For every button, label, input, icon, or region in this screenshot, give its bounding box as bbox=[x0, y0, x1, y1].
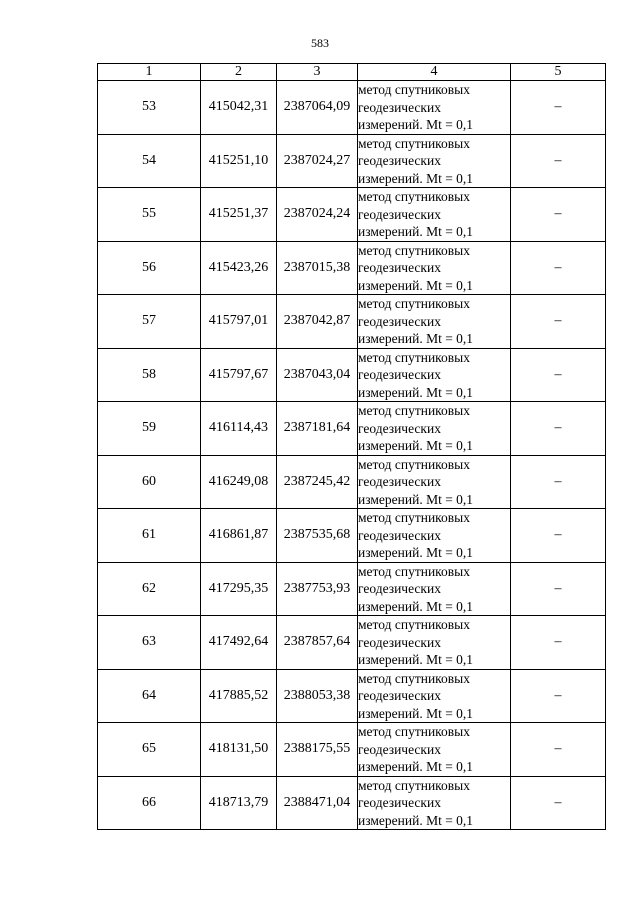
table-row bbox=[98, 455, 606, 509]
method-line: геодезических bbox=[358, 741, 441, 757]
y-coordinate-cell: 2387245,42 bbox=[277, 455, 358, 509]
x-coordinate-cell: 416249,08 bbox=[201, 455, 277, 509]
point-number-cell: 58 bbox=[98, 348, 201, 402]
method-line: метод спутниковых bbox=[358, 242, 470, 258]
x-coordinate-cell: 416114,43 bbox=[201, 402, 277, 456]
table-row bbox=[98, 295, 606, 349]
y-coordinate-cell: 2387042,87 bbox=[277, 295, 358, 349]
method-line: метод спутниковых bbox=[358, 349, 470, 365]
method-line: метод спутниковых bbox=[358, 724, 470, 739]
y-coordinate-cell: 2388053,38 bbox=[277, 669, 358, 723]
method-line: геодезических bbox=[358, 688, 441, 703]
table-row bbox=[98, 134, 606, 188]
method-line: геодезических bbox=[358, 474, 441, 489]
note-cell: – bbox=[511, 402, 606, 456]
method-line: геодезических bbox=[358, 153, 441, 168]
table-row bbox=[98, 348, 606, 402]
method-line: измерений. Mt = 0,1 bbox=[358, 384, 474, 400]
x-coordinate-cell: 415423,26 bbox=[201, 241, 277, 295]
x-coordinate-cell: 415797,67 bbox=[201, 348, 277, 402]
method-line: метод спутниковых bbox=[358, 456, 470, 472]
method-line: метод спутниковых bbox=[358, 403, 470, 418]
method-cell bbox=[358, 455, 511, 509]
method-line: метод спутниковых bbox=[358, 563, 470, 579]
table-row bbox=[98, 616, 606, 670]
note-cell: – bbox=[511, 616, 606, 670]
method-cell bbox=[358, 776, 511, 830]
method-line: геодезических bbox=[358, 367, 441, 382]
method-line: измерений. Mt = 0,1 bbox=[358, 812, 474, 828]
table-row bbox=[98, 241, 606, 295]
note-cell: – bbox=[511, 134, 606, 188]
method-cell bbox=[358, 134, 511, 188]
note-cell: – bbox=[511, 295, 606, 349]
method-line: метод спутниковых bbox=[358, 82, 470, 97]
method-line: измерений. Mt = 0,1 bbox=[358, 759, 474, 774]
method-line: измерений. Mt = 0,1 bbox=[358, 331, 474, 346]
note-cell: – bbox=[511, 241, 606, 295]
table-row bbox=[98, 776, 606, 830]
method-line: геодезических bbox=[358, 581, 441, 596]
method-line: измерений. Mt = 0,1 bbox=[358, 705, 474, 721]
method-cell bbox=[358, 295, 511, 349]
y-coordinate-cell: 2387181,64 bbox=[277, 402, 358, 456]
method-line: метод спутниковых bbox=[358, 135, 470, 151]
point-number-cell: 54 bbox=[98, 134, 201, 188]
y-coordinate-cell: 2387024,27 bbox=[277, 134, 358, 188]
note-cell: – bbox=[511, 562, 606, 616]
y-coordinate-cell: 2388175,55 bbox=[277, 723, 358, 777]
method-cell bbox=[358, 723, 511, 777]
table-row bbox=[98, 81, 606, 135]
y-coordinate-cell: 2387857,64 bbox=[277, 616, 358, 670]
method-line: измерений. Mt = 0,1 bbox=[358, 117, 474, 132]
method-line: метод спутниковых bbox=[358, 777, 470, 793]
point-number-cell: 66 bbox=[98, 776, 201, 830]
point-number-cell: 64 bbox=[98, 669, 201, 723]
point-number-cell: 60 bbox=[98, 455, 201, 509]
method-cell bbox=[358, 669, 511, 723]
point-number-cell: 56 bbox=[98, 241, 201, 295]
x-coordinate-cell: 415042,31 bbox=[201, 81, 277, 135]
x-coordinate-cell: 418713,79 bbox=[201, 776, 277, 830]
header-col-2: 2 bbox=[201, 64, 277, 81]
note-cell: – bbox=[511, 776, 606, 830]
x-coordinate-cell: 415251,10 bbox=[201, 134, 277, 188]
x-coordinate-cell: 417492,64 bbox=[201, 616, 277, 670]
header-col-3: 3 bbox=[277, 64, 358, 81]
header-row bbox=[98, 64, 606, 81]
note-cell: – bbox=[511, 723, 606, 777]
note-cell: – bbox=[511, 509, 606, 563]
method-line: измерений. Mt = 0,1 bbox=[358, 277, 474, 293]
method-cell bbox=[358, 562, 511, 616]
header-col-5: 5 bbox=[511, 64, 606, 81]
method-line: геодезических bbox=[358, 634, 441, 650]
note-cell: – bbox=[511, 188, 606, 242]
method-line: метод спутниковых bbox=[358, 189, 470, 204]
y-coordinate-cell: 2387753,93 bbox=[277, 562, 358, 616]
method-line: геодезических bbox=[358, 313, 441, 329]
note-cell: – bbox=[511, 348, 606, 402]
y-coordinate-cell: 2387535,68 bbox=[277, 509, 358, 563]
method-line: геодезических bbox=[358, 527, 441, 543]
table-row bbox=[98, 669, 606, 723]
x-coordinate-cell: 416861,87 bbox=[201, 509, 277, 563]
table-row bbox=[98, 509, 606, 563]
method-cell bbox=[358, 402, 511, 456]
method-line: геодезических bbox=[358, 99, 441, 115]
method-cell bbox=[358, 188, 511, 242]
method-cell bbox=[358, 241, 511, 295]
method-line: измерений. Mt = 0,1 bbox=[358, 652, 474, 667]
header-col-1: 1 bbox=[98, 64, 201, 81]
y-coordinate-cell: 2388471,04 bbox=[277, 776, 358, 830]
method-line: метод спутниковых bbox=[358, 670, 470, 686]
method-line: измерений. Mt = 0,1 bbox=[358, 170, 474, 186]
y-coordinate-cell: 2387024,24 bbox=[277, 188, 358, 242]
x-coordinate-cell: 417885,52 bbox=[201, 669, 277, 723]
x-coordinate-cell: 415251,37 bbox=[201, 188, 277, 242]
method-line: геодезических bbox=[358, 420, 441, 436]
method-line: измерений. Mt = 0,1 bbox=[358, 491, 474, 507]
method-line: измерений. Mt = 0,1 bbox=[358, 598, 474, 614]
method-cell bbox=[358, 81, 511, 135]
table-header bbox=[98, 64, 606, 81]
y-coordinate-cell: 2387043,04 bbox=[277, 348, 358, 402]
method-line: метод спутниковых bbox=[358, 617, 470, 632]
method-cell bbox=[358, 348, 511, 402]
table-row bbox=[98, 188, 606, 242]
point-number-cell: 65 bbox=[98, 723, 201, 777]
note-cell: – bbox=[511, 81, 606, 135]
method-line: измерений. Mt = 0,1 bbox=[358, 224, 474, 239]
x-coordinate-cell: 417295,35 bbox=[201, 562, 277, 616]
method-line: геодезических bbox=[358, 795, 441, 810]
x-coordinate-cell: 415797,01 bbox=[201, 295, 277, 349]
method-line: измерений. Mt = 0,1 bbox=[358, 545, 474, 560]
table-row bbox=[98, 562, 606, 616]
note-cell: – bbox=[511, 669, 606, 723]
method-line: метод спутниковых bbox=[358, 296, 470, 311]
method-line: метод спутниковых bbox=[358, 510, 470, 525]
table-row bbox=[98, 402, 606, 456]
method-line: геодезических bbox=[358, 260, 441, 275]
point-number-cell: 61 bbox=[98, 509, 201, 563]
method-cell bbox=[358, 509, 511, 563]
page-number: 583 bbox=[311, 36, 329, 50]
method-line: измерений. Mt = 0,1 bbox=[358, 438, 474, 453]
table-body bbox=[98, 81, 606, 830]
coordinates-table bbox=[97, 63, 606, 830]
point-number-cell: 53 bbox=[98, 81, 201, 135]
table-row bbox=[98, 723, 606, 777]
x-coordinate-cell: 418131,50 bbox=[201, 723, 277, 777]
point-number-cell: 59 bbox=[98, 402, 201, 456]
method-line: геодезических bbox=[358, 206, 441, 222]
y-coordinate-cell: 2387064,09 bbox=[277, 81, 358, 135]
point-number-cell: 63 bbox=[98, 616, 201, 670]
method-cell bbox=[358, 616, 511, 670]
point-number-cell: 57 bbox=[98, 295, 201, 349]
header-col-4: 4 bbox=[358, 64, 511, 81]
point-number-cell: 62 bbox=[98, 562, 201, 616]
y-coordinate-cell: 2387015,38 bbox=[277, 241, 358, 295]
note-cell: – bbox=[511, 455, 606, 509]
point-number-cell: 55 bbox=[98, 188, 201, 242]
